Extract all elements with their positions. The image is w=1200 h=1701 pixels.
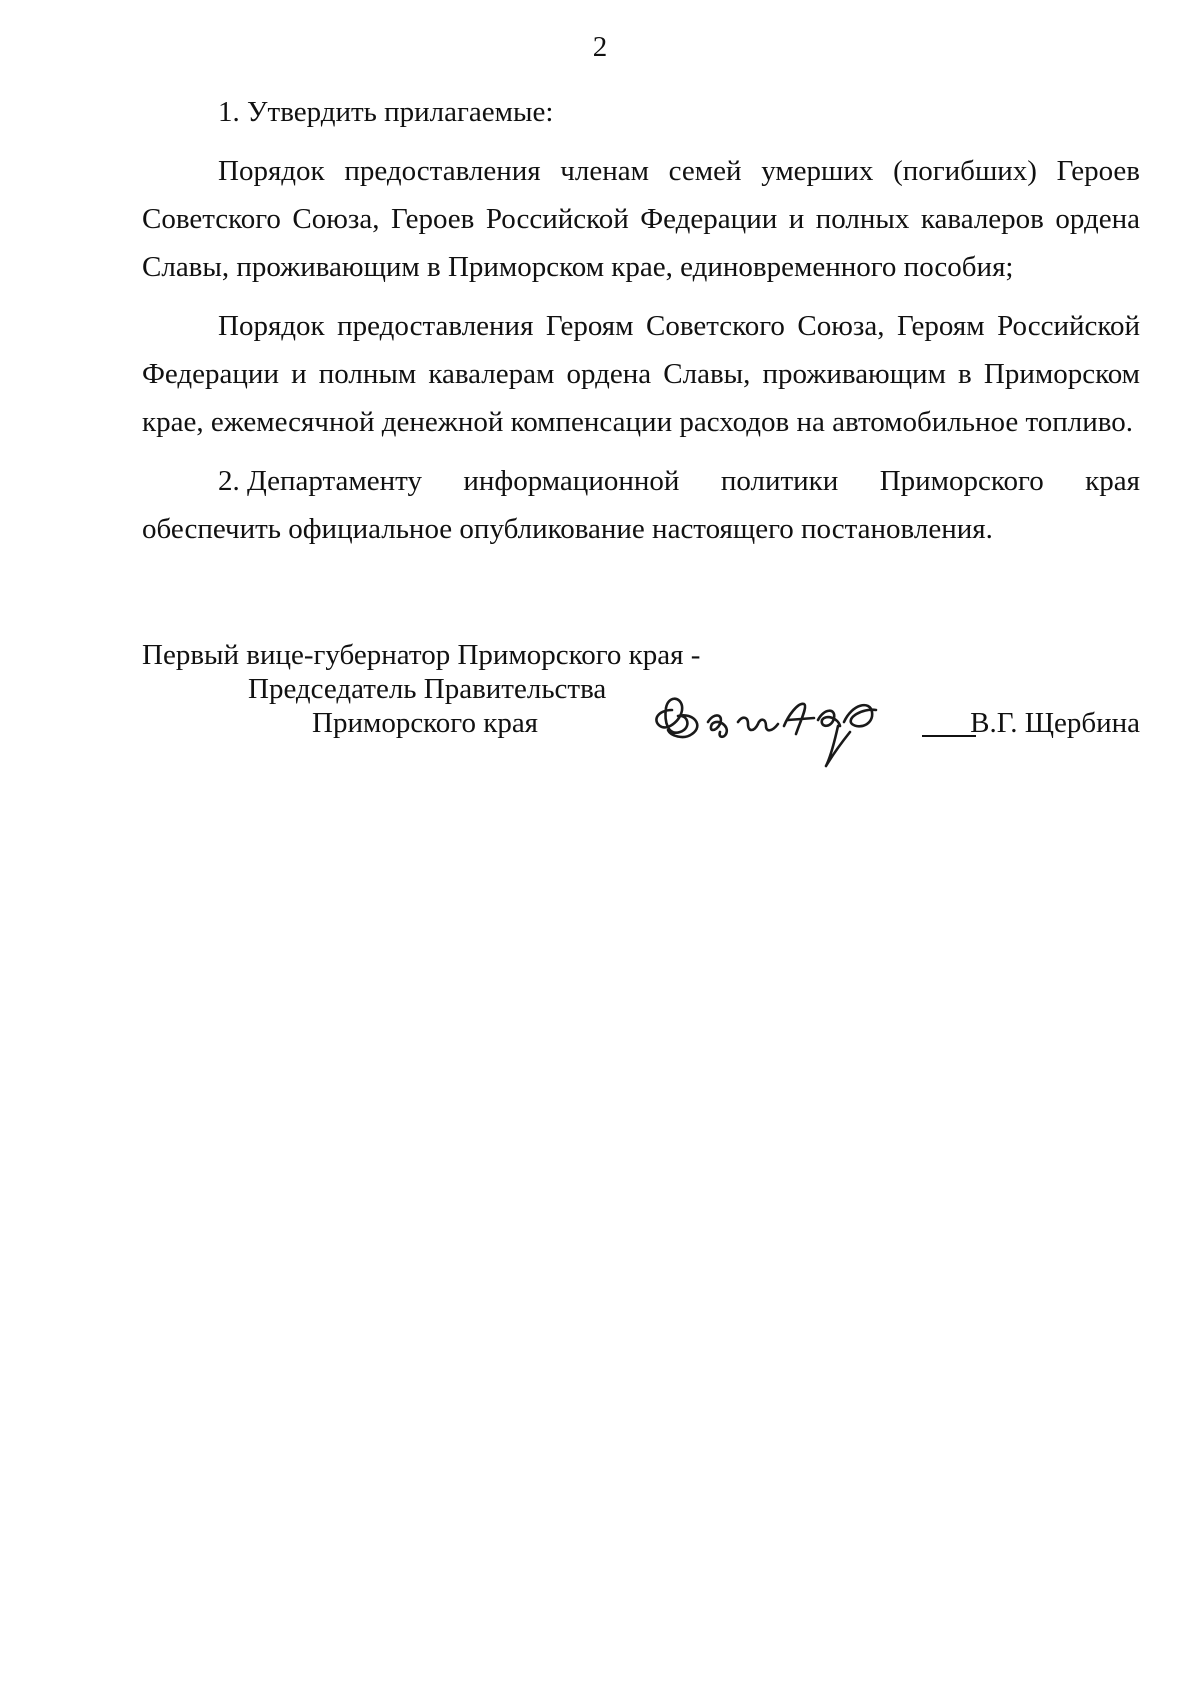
paragraph-order-fuel-compensation: Порядок предоставления Героям Советского Союза, Героям Российской Федерации и полным кавалерам ордена Славы, проживающим в Приморском крае, ежемесячной денежной компенсации расходов на автомобильное топливо. [142,310,1140,438]
item-2-word: 2. Департаменту [218,465,422,497]
document-body [142,88,1140,564]
item-2-word: Приморского [879,465,1044,497]
paragraph-item-2-rest: обеспечить официальное опубликование настоящего постановления. [142,513,993,545]
signature-block [142,638,1140,758]
handwritten-signature [638,682,968,782]
item-2-word: информационной [463,465,680,497]
signer-name: В.Г. Щербина [970,707,1140,739]
paragraph-order-lump-sum: Порядок предоставления членам семей умерших (погибших) Героев Советского Союза, Героев Российской Федерации и полных кавалеров ордена Славы, проживающим в Приморском крае, единовременного пособия; [142,155,1140,283]
item-2-word: политики [720,465,839,497]
signature-line [922,735,976,737]
signer-title-line-3: Приморского края [312,707,539,739]
paragraph-item-1: 1. Утвердить прилагаемые: [218,96,554,128]
page-number: 2 [592,31,608,63]
signer-title-line-1: Первый вице-губернатор Приморского края - [142,639,701,671]
paragraph-item-2 [142,457,1140,553]
item-2-word: края [1085,465,1140,497]
paragraph-item-2-first-line [142,457,1140,505]
signer-title-line-2: Председатель Правительства [248,673,607,705]
